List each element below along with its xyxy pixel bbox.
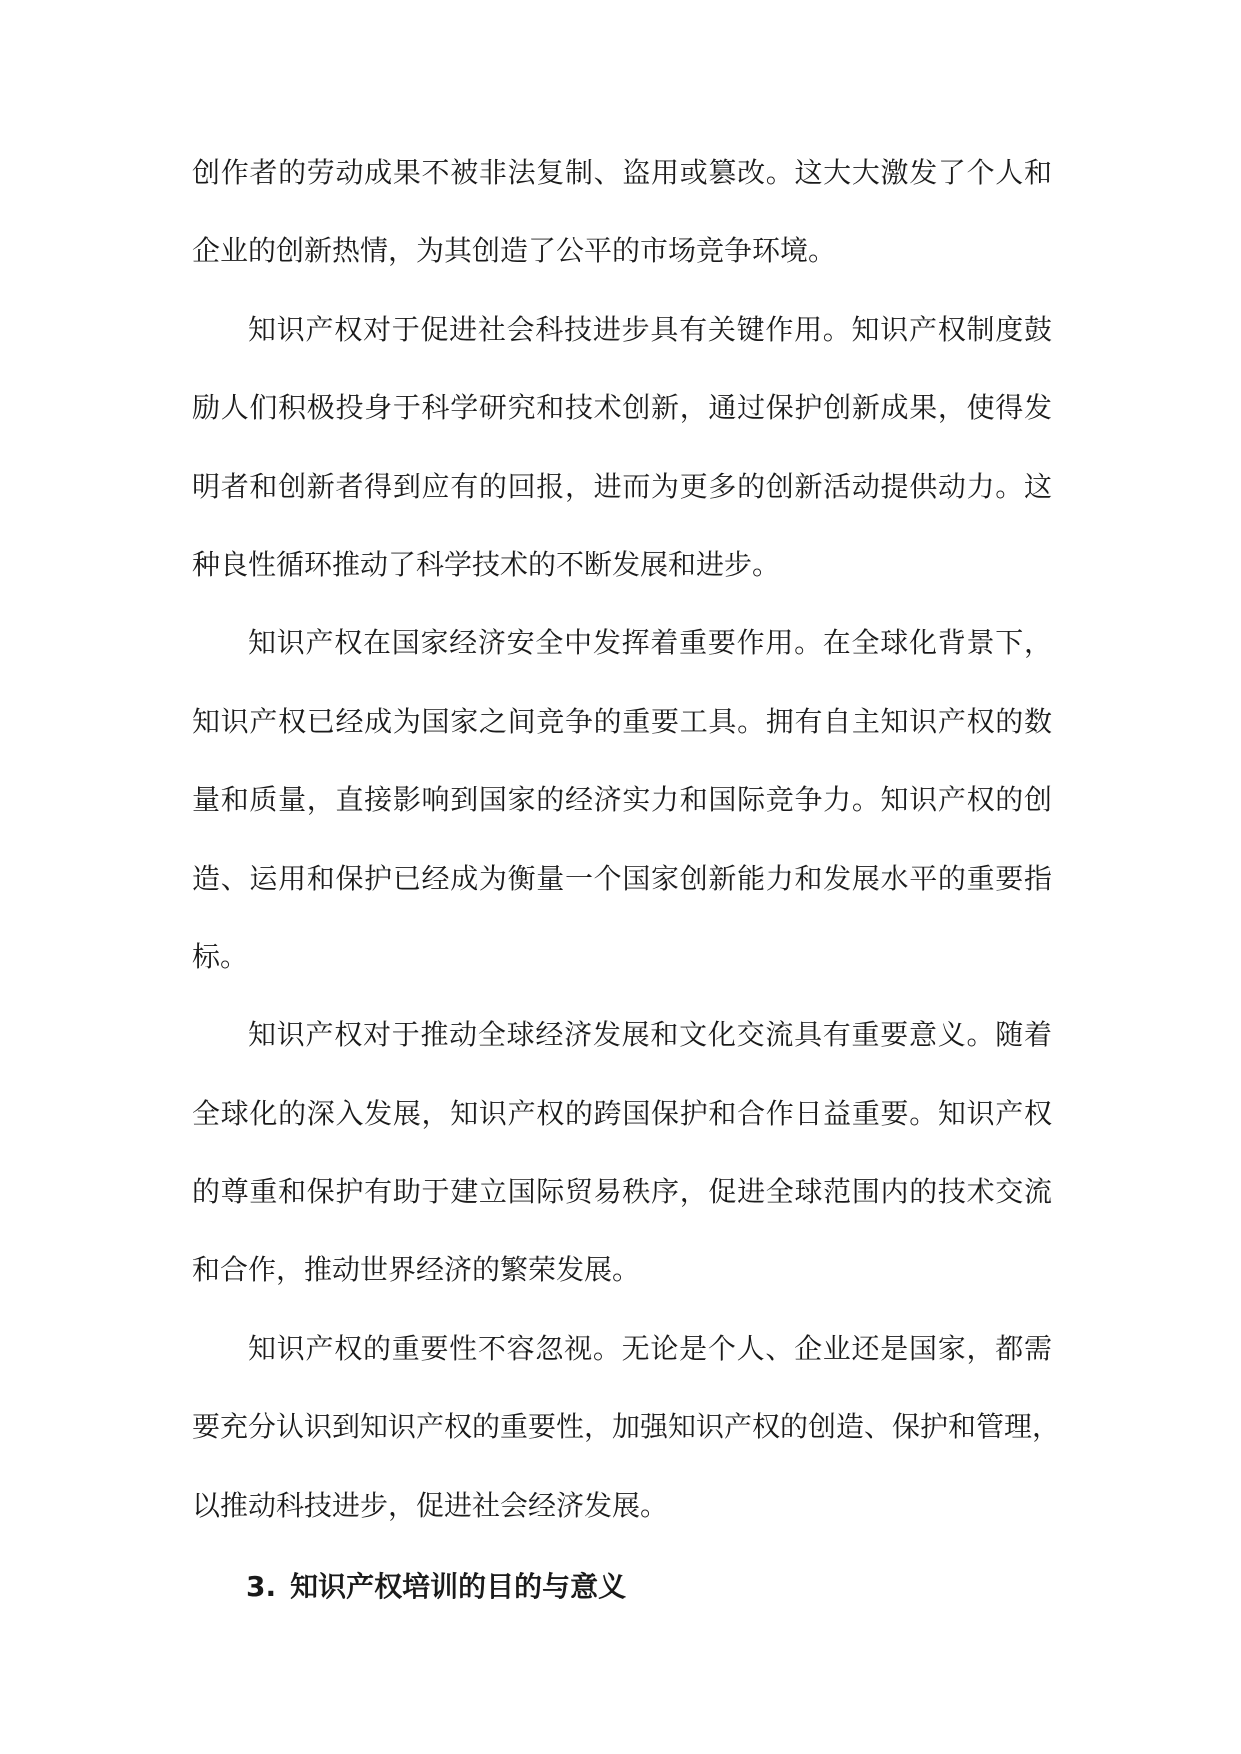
paragraph-line: 造、运用和保护已经成为衡量一个国家创新能力和发展水平的重要指 (192, 861, 1052, 895)
paragraph (192, 1324, 1061, 1559)
paragraph-line: 的尊重和保护有助于建立国际贸易秩序，促进全球范围内的技术交流 (192, 1175, 1052, 1209)
paragraph-line: 明者和创新者得到应有的回报，进而为更多的创新活动提供动力。这 (192, 469, 1052, 503)
paragraph (192, 1010, 1052, 1324)
section-number: 3. (246, 1570, 277, 1603)
paragraph (192, 148, 1052, 305)
paragraph-line: 以推动科技进步，促进社会经济发展。 (192, 1488, 669, 1522)
paragraph-line: 标。 (192, 939, 249, 973)
paragraph-line: 企业的创新热情，为其创造了公平的市场竞争环境。 (192, 234, 837, 268)
paragraph (192, 618, 1052, 1010)
paragraph-line: 种良性循环推动了科学技术的不断发展和进步。 (192, 547, 781, 581)
paragraph-line: 知识产权对于推动全球经济发展和文化交流具有重要意义。随着 (248, 1018, 1052, 1052)
paragraph-line: 知识产权已经成为国家之间竞争的重要工具。拥有自主知识产权的数 (192, 704, 1052, 738)
paragraph-line: 全球化的深入发展，知识产权的跨国保护和合作日益重要。知识产权 (192, 1096, 1052, 1130)
paragraph-line: 和合作，推动世界经济的繁荣发展。 (192, 1253, 641, 1287)
paragraph-line: 创作者的劳动成果不被非法复制、盗用或篡改。这大大激发了个人和 (192, 156, 1052, 189)
paragraph-line: 要充分认识到知识产权的重要性，加强知识产权的创造、保护和管理， (192, 1410, 1061, 1444)
paragraph-line: 知识产权对于促进社会科技进步具有关键作用。知识产权制度鼓 (248, 312, 1052, 346)
paragraph-line: 励人们积极投身于科学研究和技术创新，通过保护创新成果，使得发 (192, 391, 1052, 425)
paragraph-line: 知识产权在国家经济安全中发挥着重要作用。在全球化背景下， (248, 626, 1052, 660)
body-text (192, 148, 1061, 1559)
paragraph (192, 305, 1052, 619)
section-title: 知识产权培训的目的与意义 (290, 1570, 627, 1603)
paragraph-line: 知识产权的重要性不容忽视。无论是个人、企业还是国家，都需 (248, 1331, 1052, 1365)
section-heading (246, 1562, 1046, 1612)
paragraph-line: 量和质量，直接影响到国家的经济实力和国际竞争力。知识产权的创 (192, 783, 1052, 817)
